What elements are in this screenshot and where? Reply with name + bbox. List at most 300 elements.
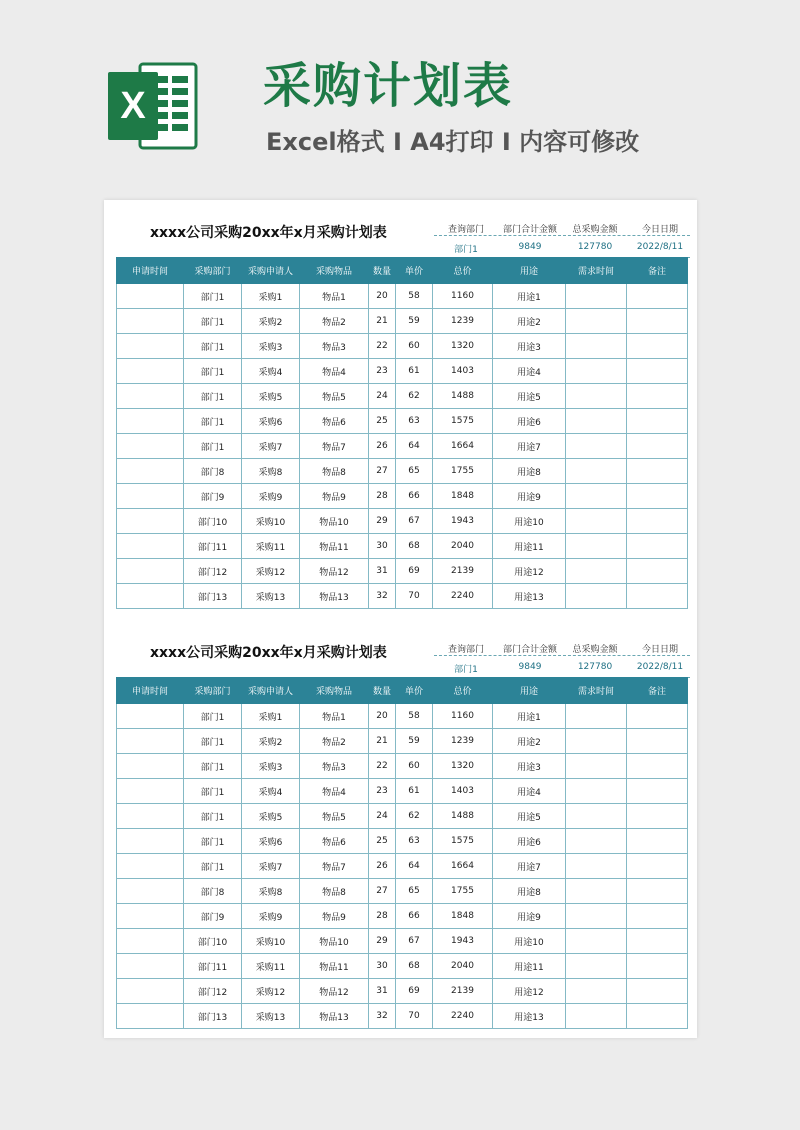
table-cell[interactable]: 1403: [433, 779, 493, 804]
table-cell[interactable]: 27: [369, 459, 396, 484]
table-cell[interactable]: 用途8: [493, 879, 566, 904]
table-cell[interactable]: 采购10: [242, 929, 300, 954]
table-cell[interactable]: [627, 979, 688, 1004]
table-cell[interactable]: 采购13: [242, 584, 300, 609]
column-header: 用途: [493, 678, 566, 704]
table-cell[interactable]: 58: [396, 704, 433, 729]
table-cell[interactable]: [627, 904, 688, 929]
column-header: 申请时间: [117, 678, 184, 704]
summary-label: 总采购金额: [572, 645, 618, 655]
table-cell[interactable]: 21: [369, 309, 396, 334]
table-cell[interactable]: 用途6: [493, 829, 566, 854]
table-cell[interactable]: [566, 1004, 627, 1029]
table-cell[interactable]: [627, 334, 688, 359]
table-cell[interactable]: 部门1: [184, 704, 242, 729]
table-row: [117, 929, 688, 954]
table-cell[interactable]: 64: [396, 434, 433, 459]
table-cell[interactable]: [627, 804, 688, 829]
table-cell[interactable]: [117, 484, 184, 509]
table-cell[interactable]: 60: [396, 754, 433, 779]
table-cell[interactable]: [566, 484, 627, 509]
table-cell[interactable]: 采购9: [242, 484, 300, 509]
table-cell[interactable]: [117, 729, 184, 754]
table-cell[interactable]: 1160: [433, 704, 493, 729]
table-cell[interactable]: 22: [369, 334, 396, 359]
column-header: 总价: [433, 678, 493, 704]
table-cell[interactable]: [627, 459, 688, 484]
table-cell[interactable]: 采购8: [242, 879, 300, 904]
table-cell[interactable]: [627, 829, 688, 854]
table-cell[interactable]: [627, 879, 688, 904]
table-row: [117, 309, 688, 334]
table-cell[interactable]: [117, 929, 184, 954]
table-cell[interactable]: 1664: [433, 434, 493, 459]
table-cell[interactable]: 28: [369, 904, 396, 929]
table-cell[interactable]: 1239: [433, 729, 493, 754]
table-cell[interactable]: 70: [396, 1004, 433, 1029]
table-cell[interactable]: 物品12: [300, 979, 369, 1004]
table-cell[interactable]: 1320: [433, 754, 493, 779]
table-cell[interactable]: 66: [396, 484, 433, 509]
summary-label: 今日日期: [641, 225, 678, 235]
table-cell[interactable]: [566, 384, 627, 409]
table-cell[interactable]: 1160: [433, 284, 493, 309]
table-cell[interactable]: 1320: [433, 334, 493, 359]
table-cell[interactable]: 采购7: [242, 434, 300, 459]
table-cell[interactable]: [627, 754, 688, 779]
table-row: [117, 779, 688, 804]
sheet-title: xxxx公司采购20xx年x月采购计划表: [150, 645, 387, 661]
divider: [434, 655, 690, 656]
table-cell[interactable]: 部门1: [184, 754, 242, 779]
table-cell[interactable]: 物品2: [300, 729, 369, 754]
table-cell[interactable]: 物品1: [300, 284, 369, 309]
table-cell[interactable]: [117, 559, 184, 584]
table-cell[interactable]: 物品5: [300, 804, 369, 829]
table-cell[interactable]: [566, 929, 627, 954]
table-cell[interactable]: 物品13: [300, 584, 369, 609]
table-cell[interactable]: 24: [369, 384, 396, 409]
table-cell[interactable]: 66: [396, 904, 433, 929]
table-cell[interactable]: 60: [396, 334, 433, 359]
table-row: [117, 584, 688, 609]
table-cell[interactable]: 1575: [433, 409, 493, 434]
table-cell[interactable]: 31: [369, 559, 396, 584]
table-cell[interactable]: 物品3: [300, 754, 369, 779]
table-cell[interactable]: 31: [369, 979, 396, 1004]
table-cell[interactable]: [117, 409, 184, 434]
table-cell[interactable]: 1488: [433, 804, 493, 829]
summary-box: [432, 200, 694, 264]
table-cell[interactable]: 部门10: [184, 929, 242, 954]
table-cell[interactable]: 用途4: [493, 779, 566, 804]
table-cell[interactable]: [117, 879, 184, 904]
sheet-paper: [104, 200, 697, 1038]
table-cell[interactable]: [117, 954, 184, 979]
column-header: 数量: [369, 258, 396, 284]
table-cell[interactable]: 物品11: [300, 954, 369, 979]
table-cell[interactable]: [566, 729, 627, 754]
table-cell[interactable]: 2040: [433, 954, 493, 979]
table-cell[interactable]: 采购1: [242, 704, 300, 729]
column-header: 用途: [493, 258, 566, 284]
table-cell[interactable]: [627, 359, 688, 384]
table-cell[interactable]: 70: [396, 584, 433, 609]
table-cell[interactable]: 采购12: [242, 979, 300, 1004]
table-cell[interactable]: [627, 409, 688, 434]
table-cell[interactable]: 采购10: [242, 509, 300, 534]
table-cell[interactable]: [627, 1004, 688, 1029]
table-cell[interactable]: [117, 459, 184, 484]
column-header: 采购物品: [300, 258, 369, 284]
table-header-row: [117, 258, 688, 284]
column-header: 采购申请人: [242, 258, 300, 284]
table-cell[interactable]: 59: [396, 309, 433, 334]
table-cell[interactable]: 用途8: [493, 459, 566, 484]
table-cell[interactable]: 物品11: [300, 534, 369, 559]
table-cell[interactable]: 部门13: [184, 1004, 242, 1029]
table-cell[interactable]: 61: [396, 359, 433, 384]
table-cell[interactable]: 部门1: [184, 309, 242, 334]
table-cell[interactable]: [566, 804, 627, 829]
table-cell[interactable]: 21: [369, 729, 396, 754]
table-cell[interactable]: [117, 854, 184, 879]
table-cell[interactable]: [117, 359, 184, 384]
table-cell[interactable]: 32: [369, 584, 396, 609]
table-cell[interactable]: 部门11: [184, 534, 242, 559]
table-row: [117, 904, 688, 929]
table-cell[interactable]: 2139: [433, 979, 493, 1004]
table-cell[interactable]: 部门13: [184, 584, 242, 609]
table-cell[interactable]: 物品13: [300, 1004, 369, 1029]
table-cell[interactable]: 用途3: [493, 754, 566, 779]
table-cell[interactable]: [566, 754, 627, 779]
table-cell[interactable]: 采购1: [242, 284, 300, 309]
table-cell[interactable]: 用途13: [493, 584, 566, 609]
table-cell[interactable]: 30: [369, 954, 396, 979]
table-cell[interactable]: 1664: [433, 854, 493, 879]
table-cell[interactable]: 部门1: [184, 434, 242, 459]
table-cell[interactable]: 物品10: [300, 509, 369, 534]
table-cell[interactable]: 26: [369, 854, 396, 879]
summary-label: 部门合计金额: [502, 645, 557, 655]
table-row: [117, 829, 688, 854]
table-cell[interactable]: 采购5: [242, 804, 300, 829]
table-cell[interactable]: 采购11: [242, 534, 300, 559]
table-cell[interactable]: [627, 509, 688, 534]
table-row: [117, 284, 688, 309]
summary-value[interactable]: 127780: [577, 242, 613, 252]
table-cell[interactable]: 部门9: [184, 484, 242, 509]
table-cell[interactable]: 2139: [433, 559, 493, 584]
table-cell[interactable]: [117, 434, 184, 459]
table-cell[interactable]: 29: [369, 509, 396, 534]
table-cell[interactable]: 2240: [433, 584, 493, 609]
table-cell[interactable]: [117, 829, 184, 854]
table-cell[interactable]: [117, 309, 184, 334]
table-cell[interactable]: [566, 879, 627, 904]
summary-value[interactable]: 9849: [518, 242, 542, 252]
table-cell[interactable]: 1848: [433, 904, 493, 929]
table-cell[interactable]: 27: [369, 879, 396, 904]
table-cell[interactable]: [566, 534, 627, 559]
table-cell[interactable]: [627, 434, 688, 459]
table-header-row: [117, 678, 688, 704]
table-cell[interactable]: 采购4: [242, 359, 300, 384]
table-cell[interactable]: 65: [396, 879, 433, 904]
table-cell[interactable]: 1755: [433, 879, 493, 904]
table-cell[interactable]: 部门8: [184, 459, 242, 484]
table-cell[interactable]: 1239: [433, 309, 493, 334]
table-cell[interactable]: 30: [369, 534, 396, 559]
table-cell[interactable]: 用途4: [493, 359, 566, 384]
table-cell[interactable]: [117, 584, 184, 609]
table-cell[interactable]: [117, 779, 184, 804]
table-cell[interactable]: 69: [396, 559, 433, 584]
table-cell[interactable]: 25: [369, 829, 396, 854]
table-cell[interactable]: 物品1: [300, 704, 369, 729]
table-cell[interactable]: [117, 904, 184, 929]
table-cell[interactable]: 部门11: [184, 954, 242, 979]
table-cell[interactable]: [627, 954, 688, 979]
table-cell[interactable]: [566, 409, 627, 434]
table-cell[interactable]: 用途10: [493, 929, 566, 954]
table-cell[interactable]: 用途6: [493, 409, 566, 434]
table-cell[interactable]: 用途10: [493, 509, 566, 534]
table-cell[interactable]: 2040: [433, 534, 493, 559]
table-cell[interactable]: 物品3: [300, 334, 369, 359]
table-cell[interactable]: 68: [396, 954, 433, 979]
table-cell[interactable]: [117, 284, 184, 309]
column-header: 采购部门: [184, 678, 242, 704]
column-header: 申请时间: [117, 258, 184, 284]
table-cell[interactable]: [627, 929, 688, 954]
table-cell[interactable]: 62: [396, 384, 433, 409]
table-cell[interactable]: [627, 284, 688, 309]
summary-label: 查询部门: [447, 645, 484, 655]
table-cell[interactable]: 部门10: [184, 509, 242, 534]
table-cell[interactable]: [566, 434, 627, 459]
table-cell[interactable]: 部门1: [184, 284, 242, 309]
summary-value[interactable]: 2022/8/11: [636, 662, 684, 672]
table-cell[interactable]: 采购3: [242, 754, 300, 779]
table-cell[interactable]: [117, 1004, 184, 1029]
table-cell[interactable]: [117, 334, 184, 359]
table-cell[interactable]: 28: [369, 484, 396, 509]
table-cell[interactable]: 用途13: [493, 1004, 566, 1029]
table-cell[interactable]: 59: [396, 729, 433, 754]
table-cell[interactable]: 物品6: [300, 829, 369, 854]
table-cell[interactable]: 65: [396, 459, 433, 484]
table-cell[interactable]: [627, 704, 688, 729]
table-cell[interactable]: 部门1: [184, 334, 242, 359]
table-cell[interactable]: 1488: [433, 384, 493, 409]
table-cell[interactable]: 24: [369, 804, 396, 829]
table-cell[interactable]: 67: [396, 509, 433, 534]
table-cell[interactable]: 用途7: [493, 434, 566, 459]
table-cell[interactable]: 用途11: [493, 534, 566, 559]
table-cell[interactable]: [627, 559, 688, 584]
table-cell[interactable]: [627, 309, 688, 334]
table-cell[interactable]: 用途5: [493, 804, 566, 829]
table-cell[interactable]: 用途12: [493, 559, 566, 584]
table-cell[interactable]: [627, 729, 688, 754]
table-cell[interactable]: 1943: [433, 929, 493, 954]
table-cell[interactable]: 25: [369, 409, 396, 434]
table-cell[interactable]: 采购7: [242, 854, 300, 879]
table-cell[interactable]: 64: [396, 854, 433, 879]
table-cell[interactable]: 62: [396, 804, 433, 829]
table-cell[interactable]: 采购11: [242, 954, 300, 979]
table-cell[interactable]: 部门1: [184, 829, 242, 854]
table-cell[interactable]: 23: [369, 779, 396, 804]
table-cell[interactable]: [117, 534, 184, 559]
table-cell[interactable]: 63: [396, 409, 433, 434]
table-cell[interactable]: 23: [369, 359, 396, 384]
table-cell[interactable]: 部门8: [184, 879, 242, 904]
table-cell[interactable]: 61: [396, 779, 433, 804]
table-cell[interactable]: 物品10: [300, 929, 369, 954]
table-cell[interactable]: 部门1: [184, 359, 242, 384]
table-cell[interactable]: 22: [369, 754, 396, 779]
table-cell[interactable]: 部门1: [184, 779, 242, 804]
table-cell[interactable]: 物品4: [300, 779, 369, 804]
table-cell[interactable]: [566, 954, 627, 979]
table-cell[interactable]: 20: [369, 284, 396, 309]
table-cell[interactable]: [117, 754, 184, 779]
table-cell[interactable]: 采购13: [242, 1004, 300, 1029]
table-cell[interactable]: 58: [396, 284, 433, 309]
table-cell[interactable]: 采购12: [242, 559, 300, 584]
table-cell[interactable]: 采购9: [242, 904, 300, 929]
table-cell[interactable]: 用途7: [493, 854, 566, 879]
table-cell[interactable]: 物品7: [300, 854, 369, 879]
table-row: [117, 704, 688, 729]
summary-label: 今日日期: [641, 645, 678, 655]
table-cell[interactable]: 部门1: [184, 409, 242, 434]
table-cell[interactable]: 26: [369, 434, 396, 459]
table-cell[interactable]: 物品2: [300, 309, 369, 334]
table-cell[interactable]: 1943: [433, 509, 493, 534]
table-cell[interactable]: 采购5: [242, 384, 300, 409]
table-cell[interactable]: 采购6: [242, 409, 300, 434]
table-row: [117, 754, 688, 779]
table-cell[interactable]: 采购2: [242, 309, 300, 334]
table-cell[interactable]: 1848: [433, 484, 493, 509]
table-cell[interactable]: [566, 829, 627, 854]
table-cell[interactable]: 物品6: [300, 409, 369, 434]
table-cell[interactable]: [117, 704, 184, 729]
table-cell[interactable]: [627, 484, 688, 509]
table-cell[interactable]: 用途9: [493, 904, 566, 929]
table-cell[interactable]: 1575: [433, 829, 493, 854]
table-cell[interactable]: 物品9: [300, 484, 369, 509]
table-cell[interactable]: 1403: [433, 359, 493, 384]
table-cell[interactable]: [117, 509, 184, 534]
table-cell[interactable]: [566, 309, 627, 334]
table-cell[interactable]: 67: [396, 929, 433, 954]
summary-value[interactable]: 127780: [577, 662, 613, 672]
table-cell[interactable]: [627, 854, 688, 879]
table-cell[interactable]: 采购3: [242, 334, 300, 359]
table-cell[interactable]: 物品12: [300, 559, 369, 584]
table-cell[interactable]: 用途9: [493, 484, 566, 509]
table-cell[interactable]: [566, 509, 627, 534]
summary-value[interactable]: 部门1: [454, 665, 478, 675]
table-cell[interactable]: 物品5: [300, 384, 369, 409]
table-cell[interactable]: 采购4: [242, 779, 300, 804]
table-cell[interactable]: 1755: [433, 459, 493, 484]
table-cell[interactable]: 用途2: [493, 729, 566, 754]
table-cell[interactable]: 部门1: [184, 854, 242, 879]
table-cell[interactable]: [566, 459, 627, 484]
table-cell[interactable]: 部门1: [184, 804, 242, 829]
summary-value[interactable]: 9849: [518, 662, 542, 672]
table-cell[interactable]: 2240: [433, 1004, 493, 1029]
table-cell[interactable]: [566, 584, 627, 609]
table-cell[interactable]: 部门12: [184, 979, 242, 1004]
table-cell[interactable]: 物品8: [300, 459, 369, 484]
table-cell[interactable]: 部门1: [184, 729, 242, 754]
table-cell[interactable]: [566, 854, 627, 879]
table-cell[interactable]: 69: [396, 979, 433, 1004]
table-cell[interactable]: [566, 559, 627, 584]
table-cell[interactable]: 20: [369, 704, 396, 729]
column-header: 采购部门: [184, 258, 242, 284]
summary-value[interactable]: 部门1: [454, 245, 478, 255]
table-cell[interactable]: [566, 334, 627, 359]
table-cell[interactable]: [627, 779, 688, 804]
table-cell[interactable]: [117, 979, 184, 1004]
table-cell[interactable]: [117, 804, 184, 829]
table-cell[interactable]: 采购2: [242, 729, 300, 754]
table-cell[interactable]: [566, 284, 627, 309]
table-cell[interactable]: [566, 359, 627, 384]
table-cell[interactable]: [566, 779, 627, 804]
table-cell[interactable]: 用途1: [493, 284, 566, 309]
table-cell[interactable]: [566, 904, 627, 929]
table-cell[interactable]: 用途11: [493, 954, 566, 979]
table-cell[interactable]: 用途2: [493, 309, 566, 334]
table-row: [117, 434, 688, 459]
table-cell[interactable]: 68: [396, 534, 433, 559]
table-cell[interactable]: [566, 704, 627, 729]
table-cell[interactable]: [566, 979, 627, 1004]
table-cell[interactable]: 物品4: [300, 359, 369, 384]
table-cell[interactable]: [627, 584, 688, 609]
table-cell[interactable]: 部门1: [184, 384, 242, 409]
table-cell[interactable]: [627, 384, 688, 409]
table-cell[interactable]: 用途3: [493, 334, 566, 359]
table-cell[interactable]: 用途12: [493, 979, 566, 1004]
table-cell[interactable]: 29: [369, 929, 396, 954]
table-cell[interactable]: 用途1: [493, 704, 566, 729]
summary-value[interactable]: 2022/8/11: [636, 242, 684, 252]
column-header: 备注: [627, 258, 688, 284]
table-cell[interactable]: 物品7: [300, 434, 369, 459]
table-cell[interactable]: 部门9: [184, 904, 242, 929]
table-cell[interactable]: 32: [369, 1004, 396, 1029]
table-cell[interactable]: 采购8: [242, 459, 300, 484]
table-cell[interactable]: [627, 534, 688, 559]
table-cell[interactable]: 用途5: [493, 384, 566, 409]
table-cell[interactable]: 部门12: [184, 559, 242, 584]
table-cell[interactable]: 物品9: [300, 904, 369, 929]
table-cell[interactable]: 采购6: [242, 829, 300, 854]
table-cell[interactable]: 物品8: [300, 879, 369, 904]
table-cell[interactable]: 63: [396, 829, 433, 854]
table-cell[interactable]: [117, 384, 184, 409]
